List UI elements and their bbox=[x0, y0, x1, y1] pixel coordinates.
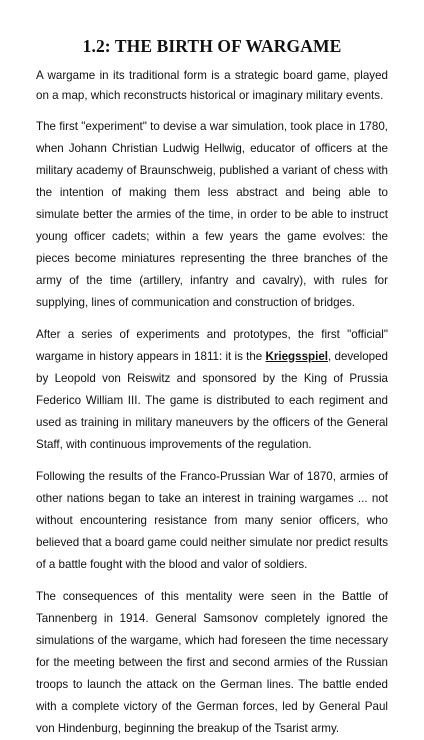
paragraph-kriegsspiel-text-end: , developed by Leopold von Reiswitz and sponsored by the King of Prussia Federico William III. The game is distributed to each regiment and used as training in military maneuvers by the officers of the General Staff, with continuous improvements of the regulation. bbox=[36, 349, 388, 451]
page-title: 1.2: THE BIRTH OF WARGAME bbox=[82, 36, 342, 56]
paragraph-tannenberg: The consequences of this mentality were seen in the Battle of Tannenberg in 1914. General Samsonov completely ignored the simulations of the wargame, which had foreseen the time necessary for the meeting between the first and second armies of the Russian troops to launch the attack on the German lines. The battle ended with a complete victory of the German forces, led by General Paul von Hindenburg, beginning the breakup of the Tsarist army. bbox=[36, 589, 388, 735]
paragraph-kriegsspiel bbox=[36, 324, 388, 456]
kriegsspiel-link[interactable]: Kriegsspiel bbox=[265, 349, 329, 363]
paragraph-hellwig: The first "experiment" to devise a war simulation, took place in 1780, when Johann Christian Ludwig Hellwig, educator of officers at the military academy of Braunschweig, published a variant of chess with the intention of making them less abstract and being able to simulate better the armies of the time, in order to be able to instruct young officer cadets; within a few years the game evolves: the pieces become miniatures representing the three branches of the army of the time (artillery, infantry and cavalry), with rules for supplying, lines of communication and construction of bridges. bbox=[36, 119, 388, 309]
paragraph-intro: A wargame in its traditional form is a strategic board game, played on a map, which reconstructs historical or imaginary military events. bbox=[36, 69, 388, 102]
paragraph-franco-prussian: Following the results of the Franco-Prussian War of 1870, armies of other nations began to take an interest in training wargames ... not without encountering resistance from many senior officers, who believed that a board game could neither simulate nor predict results of a battle fought with the blood and valor of soldiers. bbox=[36, 469, 388, 571]
paragraph-kriegsspiel-text-start: After a series of experiments and prototypes, the first "official" wargame in history appears in 1811: it is the bbox=[36, 327, 388, 363]
